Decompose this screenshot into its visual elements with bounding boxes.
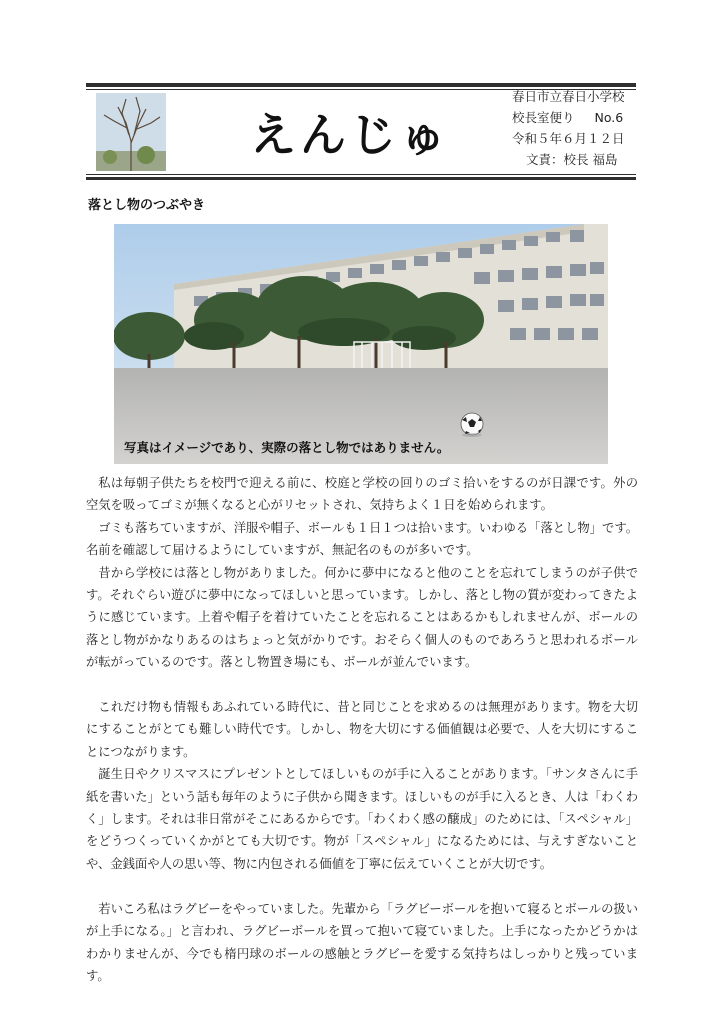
school-name: 春日市立春日小学校 <box>512 89 625 104</box>
schoolyard-photo <box>114 224 608 464</box>
header-info <box>512 86 640 170</box>
header-tree-photo <box>96 93 166 171</box>
newsletter-line <box>512 107 640 128</box>
article-body <box>86 472 638 987</box>
paragraph: ゴミも落ちていますが、洋服や帽子、ボールも１日１つは拾います。いわゆる「落とし物」です。名前を確認して届けるようにしていますが、無記名のものが多いです。 <box>86 520 638 558</box>
masthead-title: えんじゅ <box>250 108 450 162</box>
author-line: 文責：校長 福島 <box>526 152 618 167</box>
paragraph: これだけ物も情報もあふれている時代に、昔と同じことを求めるのは無理があります。物を大切にすることがとても難しい時代です。しかし、物を大切にする価値観は必要で、人を大切にすることにつながります。 <box>86 700 638 759</box>
newsletter-name: 校長室便り <box>512 110 575 125</box>
issue-date: 令和５年６月１２日 <box>512 131 625 146</box>
paragraph: 若いころ私はラグビーをやっていました。先輩から「ラグビーボールを抱いて寝るとボールの扱いが上手になる。」と言われ、ラグビーボールを買って抱いて寝ていました。上手になったかどうかはわかりませんが、今でも楕円球のボールの感触とラグビーを愛する気持ちはしっかりと残っています。 <box>86 901 638 983</box>
paragraph: 私は毎朝子供たちを校門で迎える前に、校庭と学校の回りのゴミ拾いをするのが日課です。外の空気を吸ってゴミが無くなると心がリセットされ、気持ちよく１日を始められます。 <box>86 476 638 513</box>
paragraph-gap <box>86 875 638 897</box>
header-rule-bottom-thin <box>86 174 636 175</box>
header-rule-bottom <box>86 177 636 180</box>
issue-number: No.6 <box>594 110 624 125</box>
paragraph-gap <box>86 674 638 696</box>
photo-caption: 写真はイメージであり、実際の落とし物ではありません。 <box>124 440 450 455</box>
paragraph: 誕生日やクリスマスにプレゼントとしてほしいものが手に入ることがあります。「サンタさんに手紙を書いた」という話も毎年のように子供から聞きます。ほしいものが手に入るとき、人は「わくわく」します。それは非日常がそこにあるからです。「わくわく感の醸成」のためには、「スペシャル」をどうつくっていくかがとても大切です。物が「スペシャル」になるためには、与えすぎないことや、金銭面や人の思い等、物に内包される価値を丁寧に伝えていくことが大切です。 <box>86 767 638 871</box>
article-title: 落とし物のつぶやき <box>88 198 206 213</box>
paragraph: 昔から学校には落とし物がありました。何かに夢中になると他のことを忘れてしまうのが子供です。それぐらい遊びに夢中になってほしいと思っています。しかし、落とし物の質が変わってきたように感じています。上着や帽子を着けていたことを忘れることはあるかもしれませんが、ボールの落とし物がかなりあるのはちょっと気がかりです。おそらく個人のものであろうと思われるボールが転がっているのです。落とし物置き場にも、ボールが並んでいます。 <box>86 565 638 670</box>
